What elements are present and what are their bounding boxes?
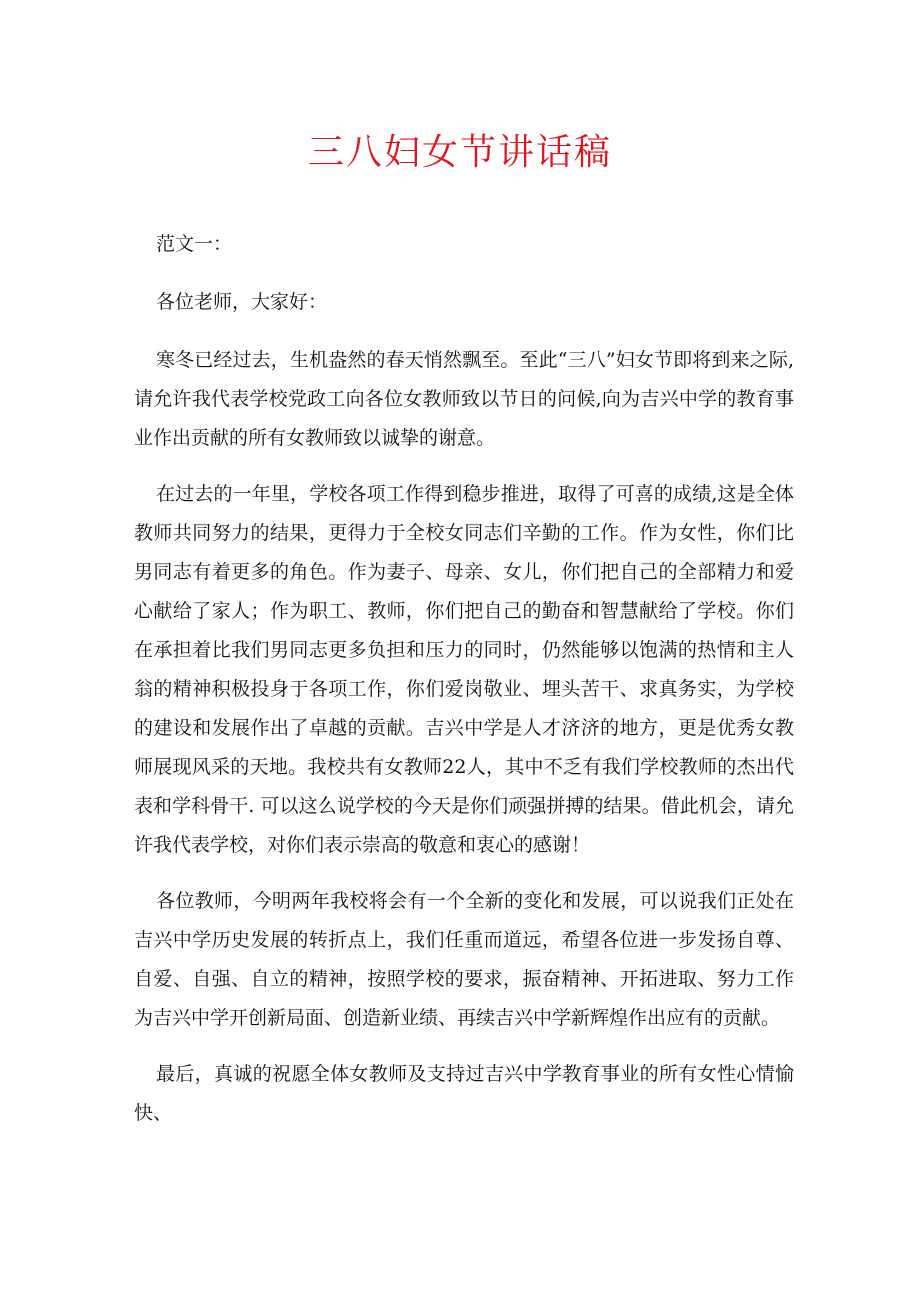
- paragraph-1: 寒冬已经过去，生机盎然的春天悄然飘至。至此“三八”妇女节即将到来之际,请允许我代表学校党政工向各位女教师致以节日的问候,向为吉兴中学的教育事业作出贡献的所有女教师致以诚挚的谢意。: [134, 349, 794, 449]
- document-body: [134, 225, 794, 1133]
- paragraph-section-label: 范文一：: [156, 233, 233, 255]
- paragraph-2: 在过去的一年里，学校各项工作得到稳步推进，取得了可喜的成绩,这是全体教师共同努力的结果，更得力于全校女同志们辛勤的工作。作为女性，你们比男同志有着更多的角色。作为妻子、母亲、女儿，你们把自己的全部精力和爱心献给了家人；作为职工、教师，你们把自己的勤奋和智慧献给了学校。你们在承担着比我们男同志更多负担和压力的同时，仍然能够以饱满的热情和主人翁的精神积极投身于各项工作，你们爱岗敬业、埋头苦干、求真务实，为学校的建设和发展作出了卓越的贡献。吉兴中学是人才济济的地方，更是优秀女教师展现风采的天地。我校共有女教师22人，其中不乏有我们学校教师的杰出代表和学科骨干. 可以这么说学校的今天是你们顽强拼搏的结果。借此机会，请允许我代表学校，对你们表示崇高的敬意和衷心的感谢！: [134, 483, 794, 856]
- paragraph-3: 各位教师，今明两年我校将会有一个全新的变化和发展，可以说我们正处在吉兴中学历史发展的转折点上，我们任重而道远，希望各位进一步发扬自尊、自爱、自强、自立的精神，按照学校的要求，振奋精神、开拓进取、努力工作为吉兴中学开创新局面、创造新业绩、再续吉兴中学新辉煌作出应有的贡献。: [134, 890, 794, 1029]
- paragraph-4: 最后，真诚的祝愿全体女教师及支持过吉兴中学教育事业的所有女性心情愉快、: [134, 1063, 794, 1124]
- document-title: 三八妇女节讲话稿: [307, 132, 612, 173]
- paragraph-greeting: 各位老师，大家好：: [156, 291, 328, 313]
